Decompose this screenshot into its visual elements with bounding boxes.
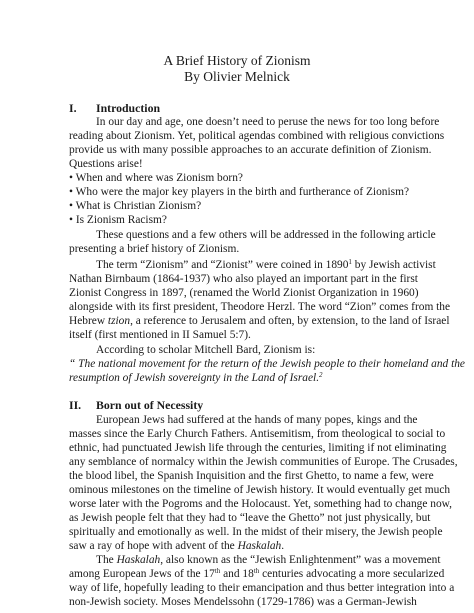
paragraph-line bbox=[69, 539, 284, 553]
paragraph-line: spiritually and emotionally as well. In the midst of their misery, the Jewish people bbox=[69, 526, 443, 538]
paragraph-line: way of life, hopefully leading to their emancipation and thus better integration into a bbox=[69, 582, 455, 594]
paragraph-line: In our day and age, one doesn’t need to peruse the news for too long before bbox=[96, 116, 440, 128]
text-run: by Jewish activist bbox=[351, 259, 436, 271]
bullet-item: • When and where was Zionism born? bbox=[69, 172, 243, 184]
text-run: among European Jews of the 17 bbox=[69, 568, 215, 580]
paragraph-line: masses since the Early Church Fathers. Antisemitism, from theological to social to bbox=[69, 428, 446, 440]
document-author: By Olivier Melnick bbox=[184, 69, 290, 84]
italic-term: Haskalah bbox=[116, 554, 161, 566]
section-heading: Born out of Necessity bbox=[96, 398, 204, 412]
paragraph-line: any semblance of normalcy within the Jewish communities of Europe. The Crusades, bbox=[69, 456, 458, 468]
document-title: A Brief History of Zionism bbox=[163, 53, 311, 68]
text-run: The bbox=[96, 554, 117, 566]
section-number: II. bbox=[69, 398, 82, 412]
text-run: saw a ray of hope with advent of the bbox=[69, 540, 238, 552]
paragraph-line: as Jewish people felt that they had to “leave the Ghetto” not just physically, but bbox=[69, 512, 431, 524]
paragraph-line bbox=[69, 567, 444, 581]
text-run: The term “Zionism” and “Zionist” were coined in 1890 bbox=[96, 259, 349, 271]
paragraph-line: These questions and a few others will be addressed in the following article bbox=[96, 229, 436, 241]
text-run: and 18 bbox=[220, 568, 254, 580]
quote-line: “ The national movement for the return of the Jewish people to their homeland and the bbox=[69, 358, 465, 370]
quote-line bbox=[69, 371, 323, 385]
paragraph-line: Questions arise! bbox=[69, 158, 143, 170]
text-run: , also known as the “Jewish Enlightenment” was a movement bbox=[160, 554, 441, 566]
paragraph-line: European Jews had suffered at the hands of many popes, kings and the bbox=[96, 414, 418, 426]
paragraph-line: ethnic, had punctuated Jewish life through the centuries, limiting if not eliminating bbox=[69, 442, 447, 454]
italic-term: tzion bbox=[107, 315, 131, 327]
text-run: resumption of Jewish sovereignty in the Land of Israel. bbox=[69, 372, 320, 384]
paragraph-line bbox=[96, 553, 441, 567]
text-run: , a reference to Jerusalem and often, by extension, to the land of Israel bbox=[130, 315, 450, 327]
ordinal-suffix: th bbox=[214, 567, 221, 575]
paragraph-line: non-Jewish society. Moses Mendelssohn (1729-1786) was a German-Jewish bbox=[69, 596, 417, 608]
bullet-item: • Who were the major key players in the birth and furtherance of Zionism? bbox=[69, 186, 410, 198]
italic-term: Haskalah bbox=[237, 540, 282, 552]
paragraph-line: presenting a brief history of Zionism. bbox=[69, 243, 240, 255]
paragraph-line: the blood libel, the Spanish Inquisition and the first Ghetto, to name a few, were bbox=[69, 470, 434, 482]
section-number: I. bbox=[69, 101, 77, 115]
paragraph-line bbox=[69, 314, 450, 328]
bullet-item: • Is Zionism Racism? bbox=[69, 214, 167, 226]
footnote-ref: 2 bbox=[319, 371, 323, 379]
bullet-item: • What is Christian Zionism? bbox=[69, 200, 202, 212]
paragraph-line: itself (first mentioned in II Samuel 5:7). bbox=[69, 329, 251, 341]
paragraph-line: provide us with many possible approaches to an accurate definition of Zionism. bbox=[69, 144, 432, 156]
paragraph-line: Zionist Congress in 1897, (renamed the World Zionist Organization in 1960) bbox=[69, 287, 419, 299]
paragraph-line: According to scholar Mitchell Bard, Zionism is: bbox=[96, 344, 316, 356]
section-heading: Introduction bbox=[96, 101, 161, 115]
footnote-ref: 1 bbox=[348, 258, 352, 266]
paragraph-line bbox=[96, 258, 436, 272]
paragraph-line: Nathan Birnbaum (1864-1937) who also played an important part in the first bbox=[69, 273, 418, 285]
text-run: centuries advocating a more secularized bbox=[259, 568, 445, 580]
paragraph-line: reading about Zionism. Yet, political agendas combined with religious convictions bbox=[69, 130, 445, 142]
paragraph-line: worse later with the Pogroms and the Holocaust. Yet, something had to change now, bbox=[69, 498, 452, 510]
text-run: . bbox=[281, 540, 285, 552]
ordinal-suffix: th bbox=[253, 567, 260, 575]
paragraph-line: alongside with its first president, Theodore Herzl. The word “Zion” comes from the bbox=[69, 301, 451, 313]
text-run: Hebrew bbox=[69, 315, 108, 327]
paragraph-line: ominous milestones on the timeline of Jewish history. It would eventually get much bbox=[69, 484, 451, 496]
